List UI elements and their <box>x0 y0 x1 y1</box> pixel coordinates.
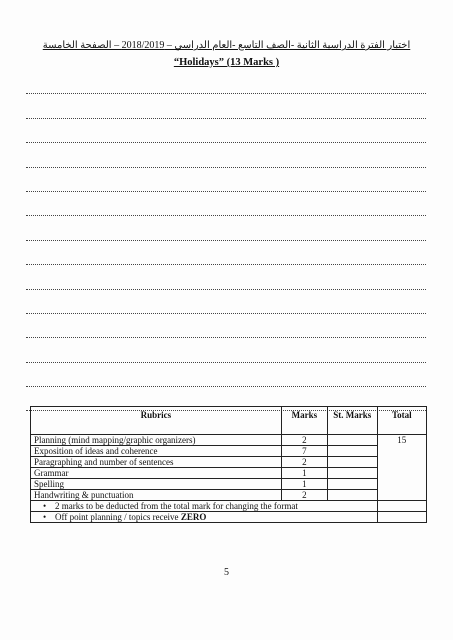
rubric-student-marks[interactable] <box>327 468 377 479</box>
rubric-criteria: Grammar <box>31 468 282 479</box>
rubrics-header: Rubrics <box>31 407 282 435</box>
rubric-marks: 1 <box>281 468 327 479</box>
writing-line[interactable] <box>26 290 426 314</box>
total-value: 15 <box>377 435 426 501</box>
writing-lines <box>26 70 426 411</box>
deduction-note-text: 2 marks to be deducted from the total mark for changing the format <box>55 501 298 511</box>
writing-line[interactable] <box>26 94 426 118</box>
rubric-note-row <box>31 512 427 523</box>
student-marks-header: St. Marks <box>327 407 377 435</box>
rubrics-table <box>30 406 427 523</box>
bullet-icon: • <box>43 512 47 522</box>
bullet-icon: • <box>43 501 47 511</box>
rubric-row <box>31 468 427 479</box>
rubric-marks: 1 <box>281 479 327 490</box>
rubric-criteria: Paragraphing and number of sentences <box>31 457 282 468</box>
writing-line[interactable] <box>26 143 426 167</box>
rubric-student-marks[interactable] <box>327 479 377 490</box>
writing-line[interactable] <box>26 216 426 240</box>
rubric-marks: 2 <box>281 490 327 501</box>
marks-header: Marks <box>281 407 327 435</box>
rubric-marks: 7 <box>281 446 327 457</box>
rubric-row <box>31 446 427 457</box>
writing-line[interactable] <box>26 338 426 362</box>
rubric-criteria: Handwriting & punctuation <box>31 490 282 501</box>
rubric-row <box>31 435 427 446</box>
zero-note-text: Off point planning / topics receive <box>55 512 181 522</box>
rubric-criteria: Spelling <box>31 479 282 490</box>
writing-line[interactable] <box>26 70 426 94</box>
zero-note-emphasis: ZERO <box>180 512 207 522</box>
writing-line[interactable] <box>26 314 426 338</box>
writing-line[interactable] <box>26 265 426 289</box>
zero-note <box>31 512 378 523</box>
rubric-criteria: Planning (mind mapping/graphic organizers) <box>31 435 282 446</box>
rubric-student-marks[interactable] <box>327 435 377 446</box>
note-blank-cell <box>377 512 426 523</box>
page-title: “Holidays” (13 Marks ) <box>173 57 280 68</box>
rubric-student-marks[interactable] <box>327 490 377 501</box>
rubric-marks: 2 <box>281 457 327 468</box>
page-header: اختبار الفترة الدراسية الثانية -الصف التاسع -العام الدراسي – 2018/2019 – الصفحة الخامسة <box>42 40 411 51</box>
writing-line[interactable] <box>26 363 426 387</box>
total-header: Total <box>377 407 426 435</box>
rubric-student-marks[interactable] <box>327 446 377 457</box>
note-blank-cell <box>377 501 426 512</box>
writing-line[interactable] <box>26 168 426 192</box>
rubric-criteria: Exposition of ideas and coherence <box>31 446 282 457</box>
deduction-note <box>31 501 378 512</box>
rubric-row <box>31 457 427 468</box>
writing-line[interactable] <box>26 119 426 143</box>
rubric-student-marks[interactable] <box>327 457 377 468</box>
rubric-row <box>31 479 427 490</box>
writing-line[interactable] <box>26 192 426 216</box>
rubric-note-row <box>31 501 427 512</box>
rubric-marks: 2 <box>281 435 327 446</box>
page-number: 5 <box>224 567 229 578</box>
rubric-row <box>31 490 427 501</box>
writing-line[interactable] <box>26 241 426 265</box>
rubrics-header-row <box>31 407 427 435</box>
